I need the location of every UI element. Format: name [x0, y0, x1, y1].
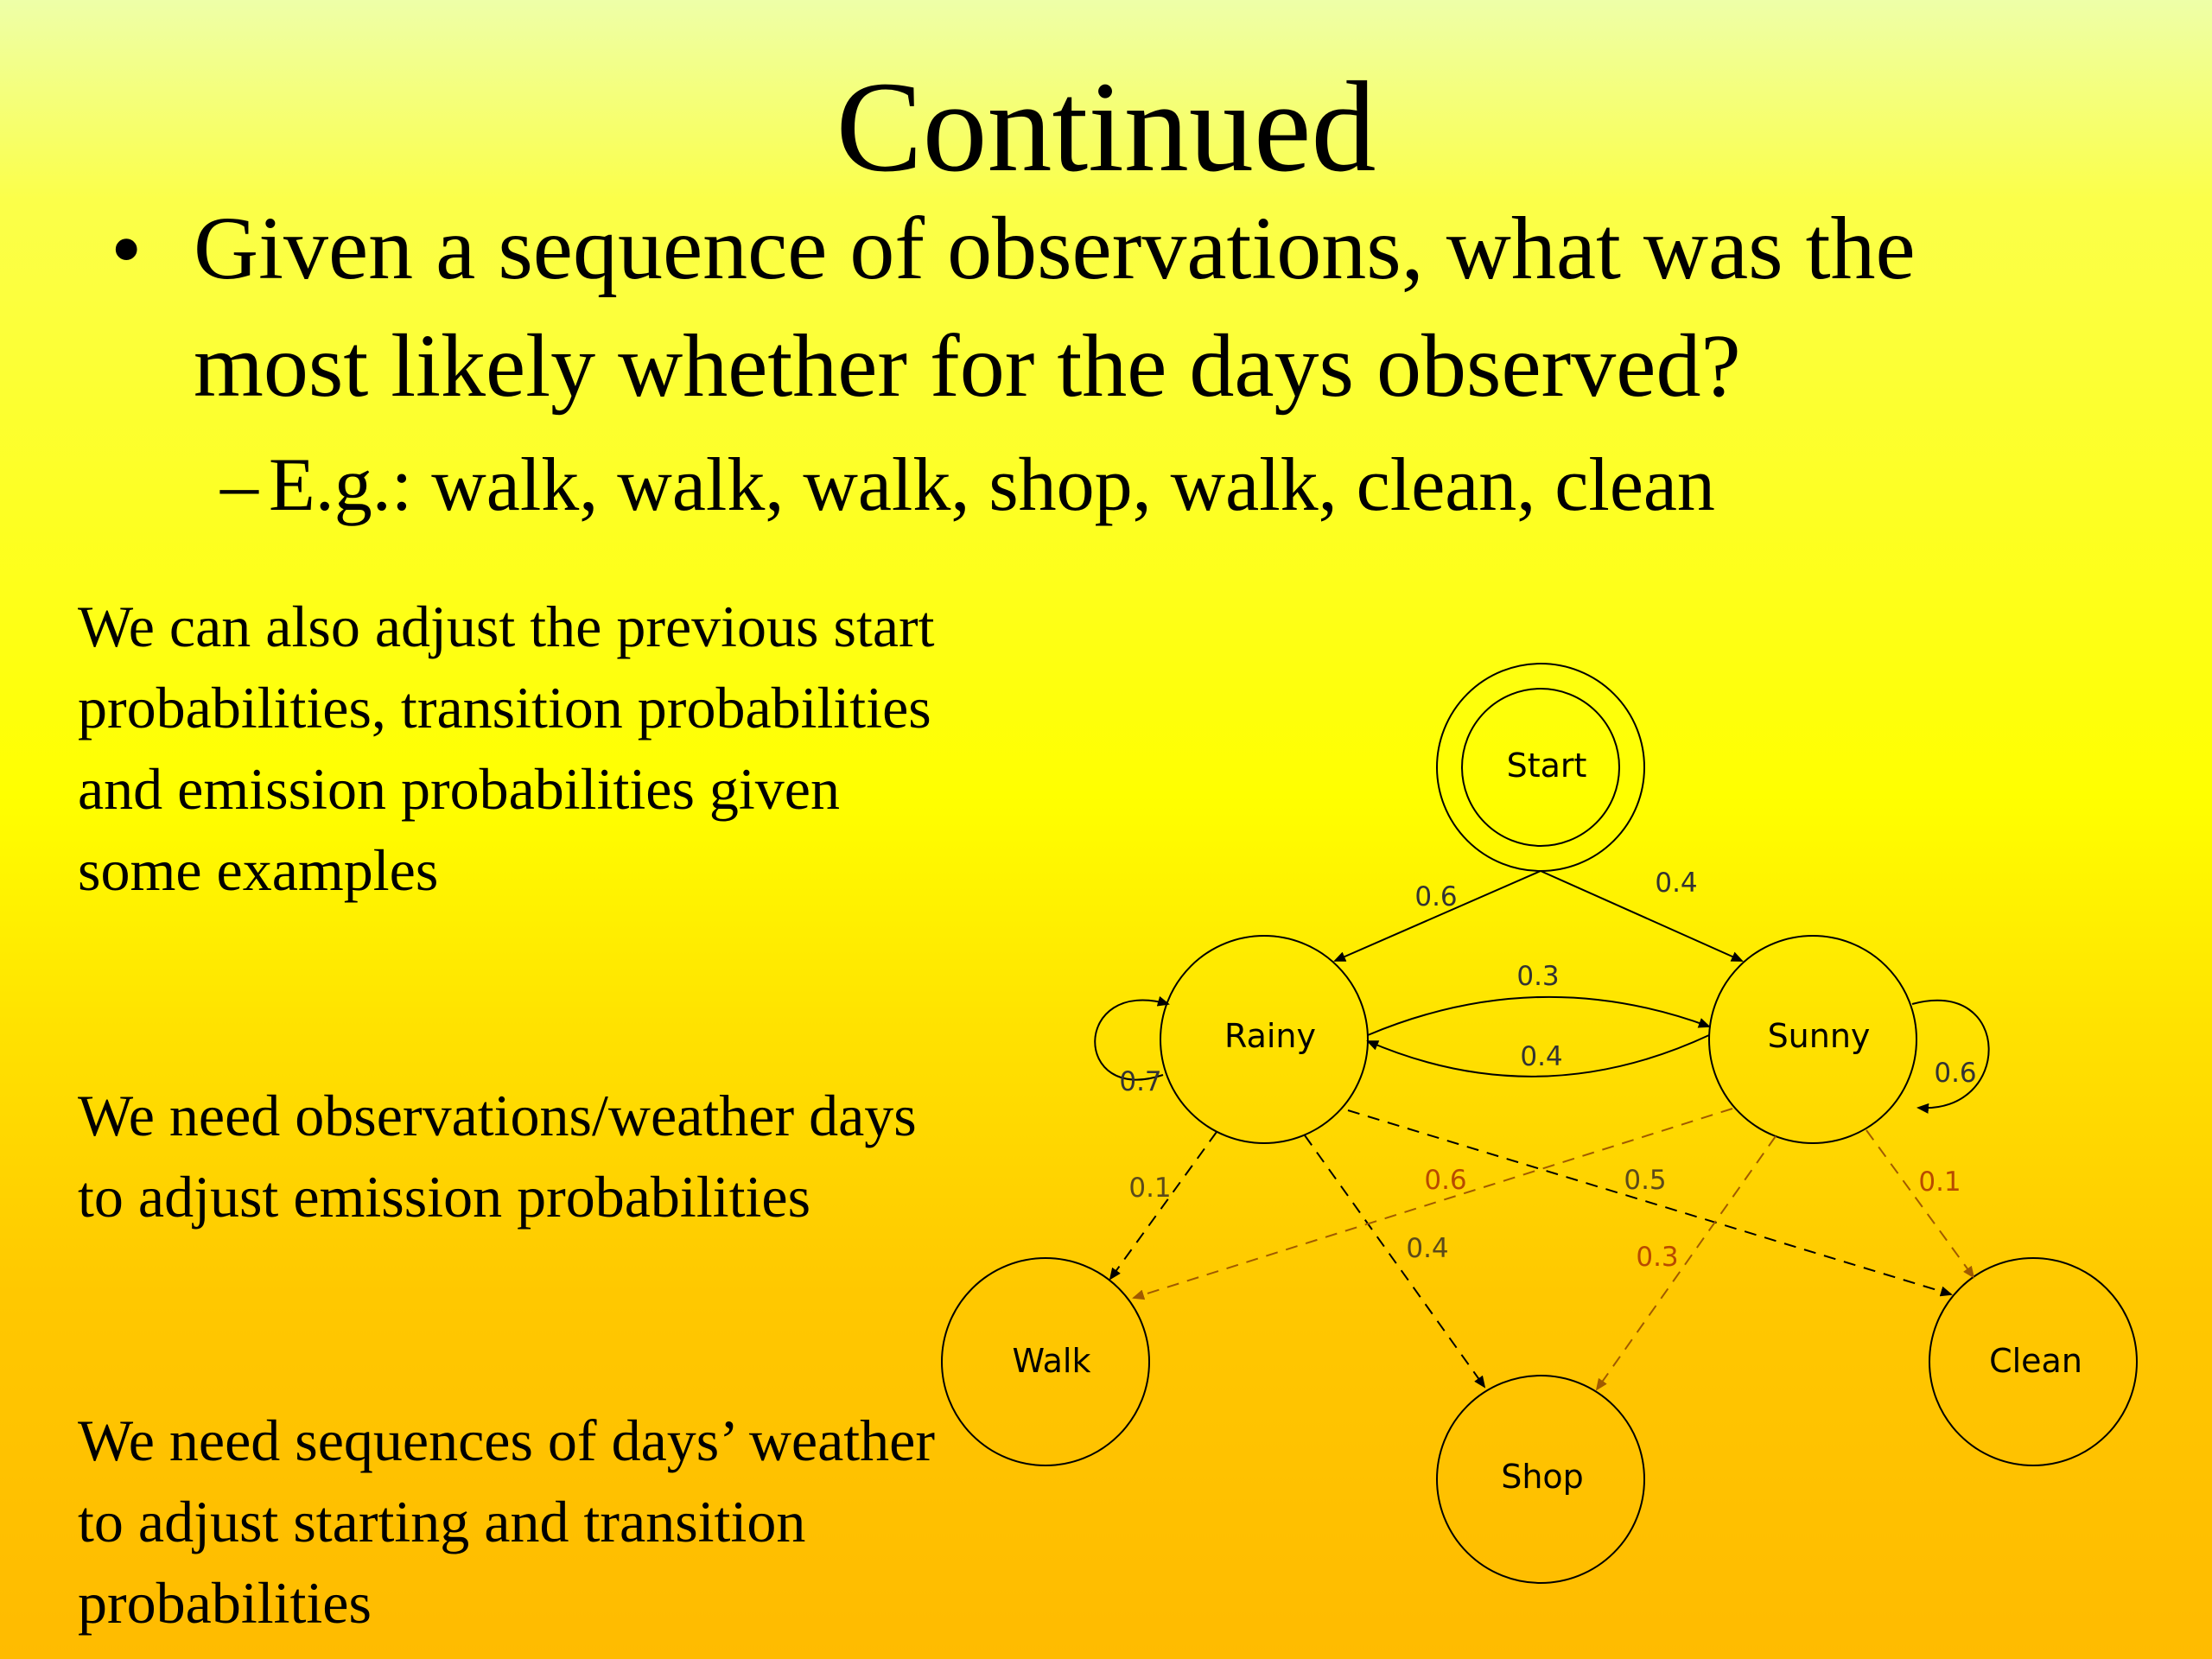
label-start-sunny: 0.4: [1655, 868, 1698, 899]
walk-node-label: Walk: [1012, 1342, 1091, 1380]
edge-rainy-to-sunny: [1368, 997, 1709, 1035]
edge-start-to-sunny: [1541, 871, 1742, 961]
paragraph-emission-requirement: We need observations/weather days to adjust emission probabilities: [78, 1083, 917, 1230]
label-rainy-walk: 0.1: [1128, 1173, 1172, 1204]
label-rainy-clean: 0.5: [1624, 1165, 1667, 1196]
slide-title: Continued: [836, 55, 1376, 199]
label-rainy-sunny: 0.3: [1516, 961, 1560, 992]
label-sunny-clean: 0.1: [1918, 1166, 1961, 1198]
label-rainy-self: 0.7: [1119, 1066, 1162, 1097]
sunny-node-label: Sunny: [1767, 1017, 1871, 1055]
label-sunny-rainy: 0.4: [1520, 1041, 1563, 1072]
label-sunny-self: 0.6: [1934, 1058, 1977, 1089]
edge-rainy-walk: [1110, 1132, 1217, 1279]
rainy-node-label: Rainy: [1224, 1017, 1316, 1055]
sub-bullet-text: E.g.: walk, walk, walk, shop, walk, clean, clean: [269, 443, 1715, 527]
clean-node-label: Clean: [1989, 1342, 2082, 1380]
label-sunny-walk: 0.6: [1424, 1165, 1467, 1196]
edge-sunny-clean: [1866, 1130, 1974, 1277]
paragraph-transition-requirement: We need sequences of days’ weather to adjust starting and transition probabilities: [78, 1408, 936, 1636]
bullet-marker: •: [111, 200, 143, 299]
label-sunny-shop: 0.3: [1636, 1242, 1679, 1273]
label-start-rainy: 0.6: [1414, 881, 1458, 912]
start-node-label: Start: [1506, 747, 1587, 785]
label-rainy-shop: 0.4: [1406, 1233, 1449, 1264]
sub-bullet-dash: –: [220, 443, 258, 527]
paragraph-adjust-probabilities: We can also adjust the previous start probabilities, transition probabilities and emission probabilities given some examples: [78, 594, 935, 903]
edge-sunny-self-loop: [1912, 1001, 1989, 1109]
shop-node-label: Shop: [1501, 1458, 1584, 1496]
bullet-text: Given a sequence of observations, what was the most likely whether for the days observed?: [194, 199, 1916, 416]
